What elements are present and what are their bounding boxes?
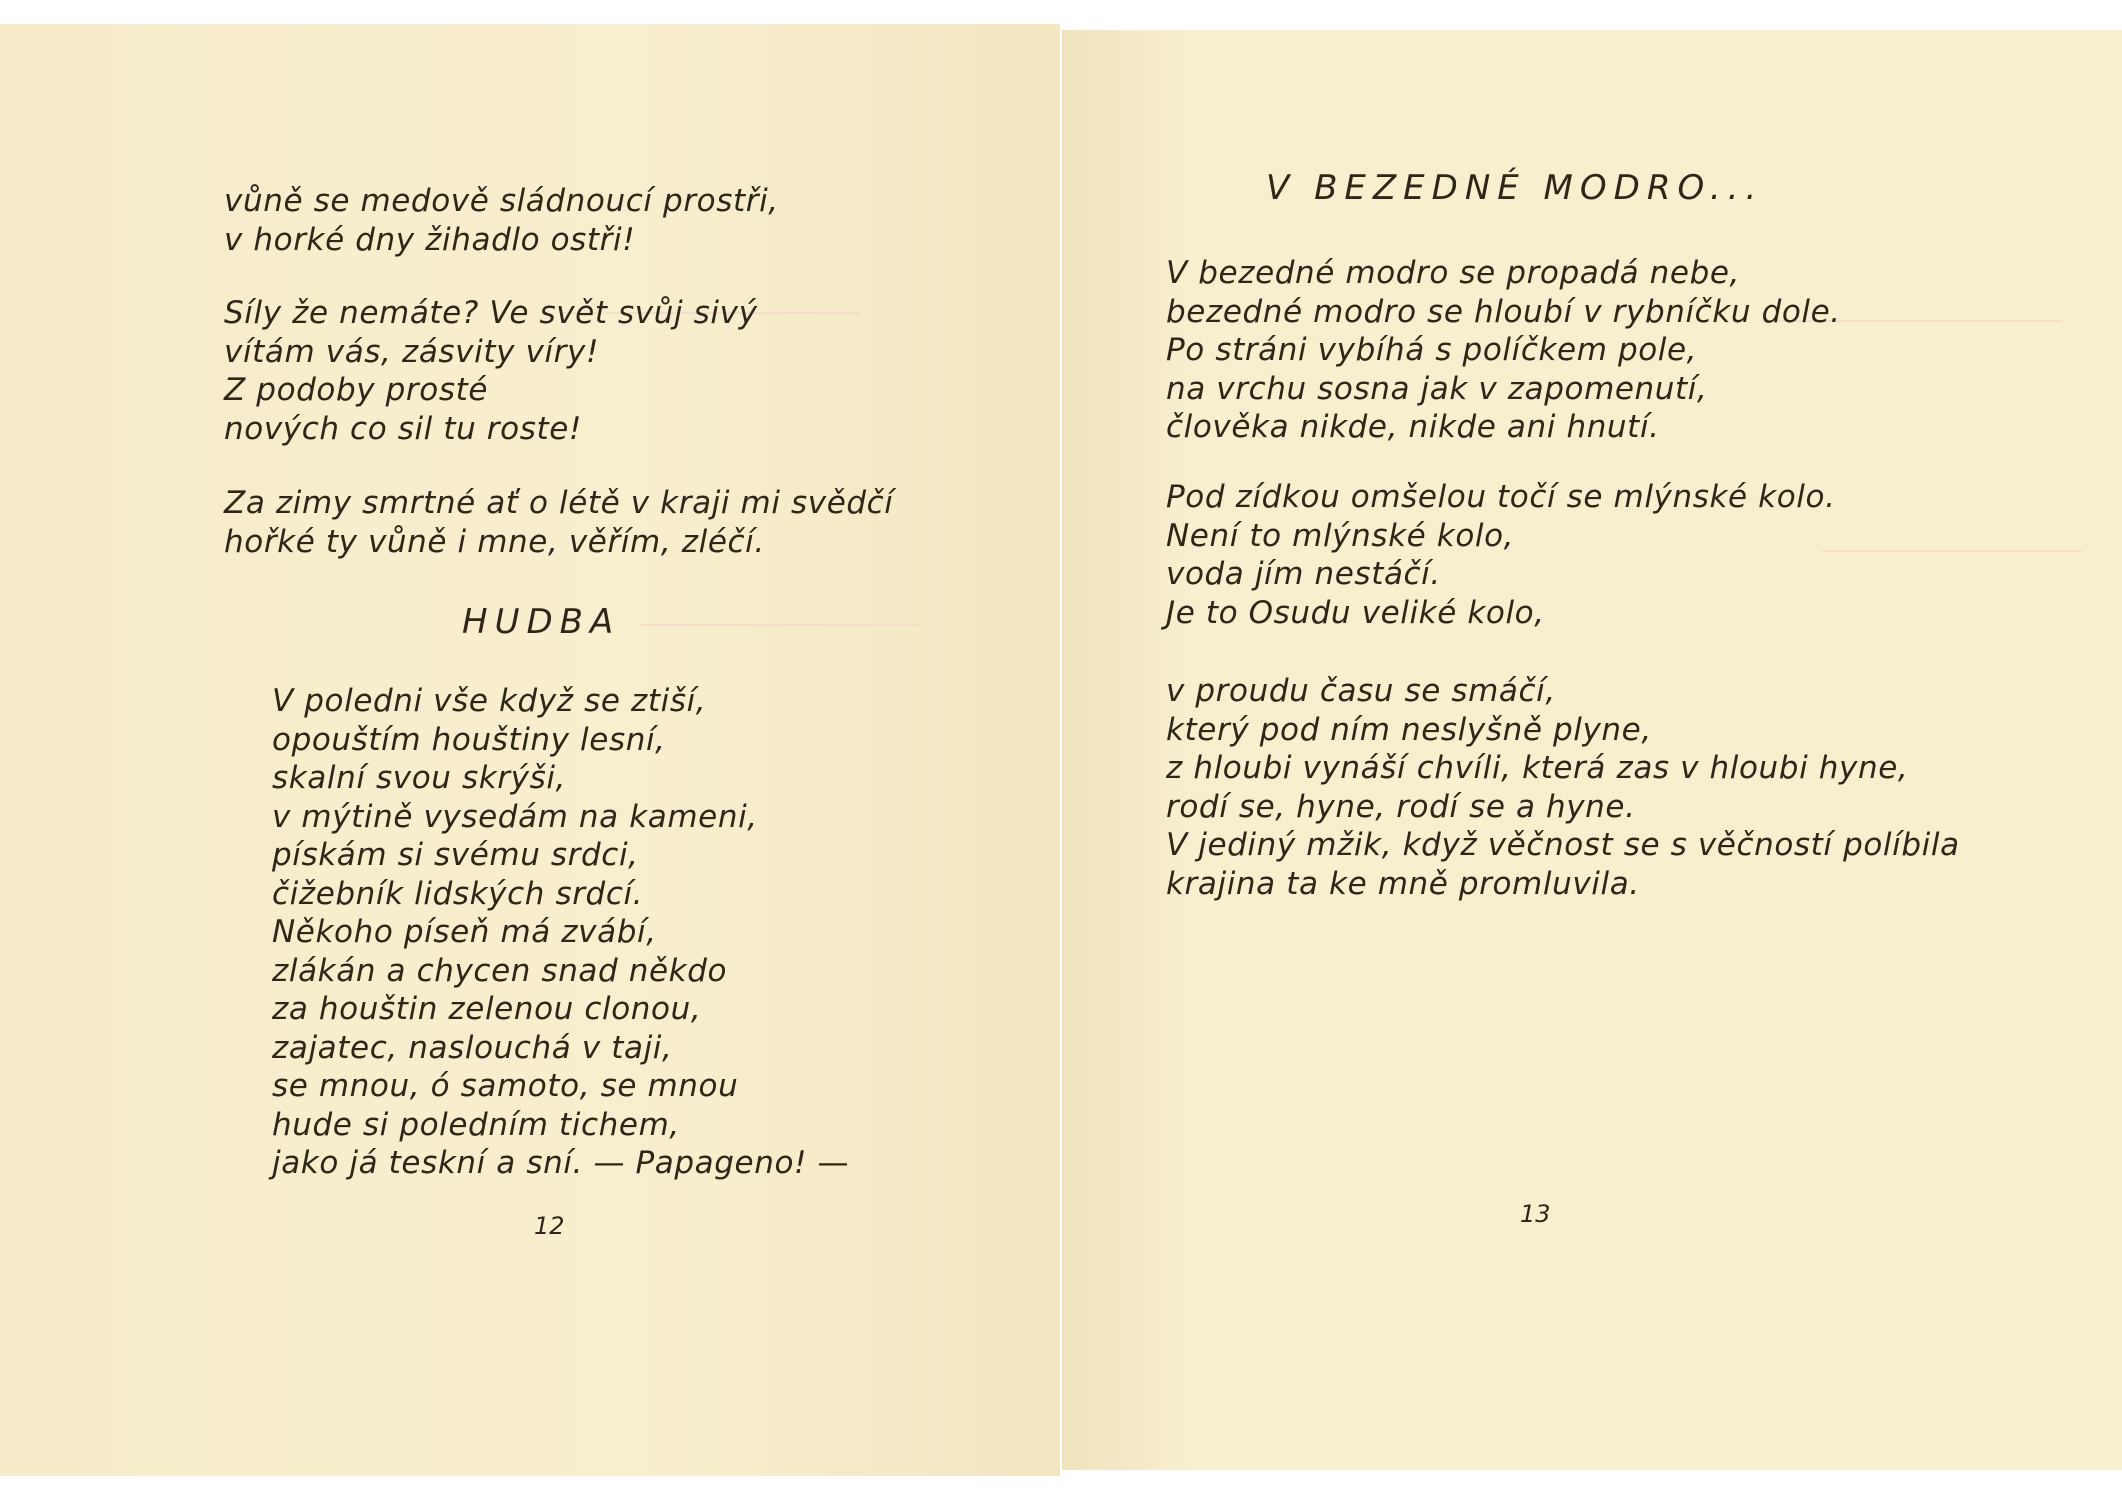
verse-line: Za zimy smrtné ať o létě v kraji mi svědčí	[224, 485, 894, 521]
verse-line: rodí se, hyne, rodí se a hyne.	[1166, 788, 1636, 825]
verse-line: V jediný mžik, když věčnost se s věčností políbila	[1166, 827, 1960, 863]
right-page	[1062, 30, 2122, 1470]
verse-line: zajatec, naslouchá v taji,	[272, 1029, 673, 1066]
verse-line: Není to mlýnské kolo,	[1166, 517, 1515, 554]
verse-line: Po stráni vybíhá s políčkem pole,	[1166, 332, 1698, 368]
verse-line: Síly že nemáte? Ve svět svůj sivý	[224, 295, 758, 331]
stanza	[1166, 478, 1836, 632]
verse-line: Pod zídkou omšelou točí se mlýnské kolo.	[1166, 479, 1836, 515]
verse-line: čižebník lidských srdcí.	[272, 875, 644, 912]
verse-line: v mýtině vysedám na kameni,	[272, 798, 758, 835]
verse-line: který pod ním neslyšně plyne,	[1166, 711, 1652, 748]
verse-line: vůně se medově sládnoucí prostři,	[224, 183, 779, 219]
poem-body	[272, 682, 849, 1183]
verse-line: nových co sil tu roste!	[224, 410, 582, 447]
verse-line: v proudu času se smáčí,	[1166, 673, 1556, 709]
verse-line: z hloubi vynáší chvíli, která zas v hloubi hyne,	[1166, 750, 1909, 786]
poem-title: HUDBA	[462, 602, 621, 642]
stanza	[224, 182, 779, 259]
verse-line: Někoho píseň má zvábí,	[272, 914, 657, 950]
page-number: 13	[1520, 1200, 1551, 1228]
verse-line: krajina ta ke mně promluvila.	[1166, 865, 1640, 902]
verse-line: se mnou, ó samoto, se mnou	[272, 1068, 739, 1104]
verse-line: skalní svou skrýši,	[272, 760, 567, 796]
verse-line: V bezedné modro se propadá nebe,	[1166, 255, 1741, 291]
stanza	[224, 294, 758, 448]
verse-line: v horké dny žihadlo ostři!	[224, 221, 636, 258]
verse-line: bezedné modro se hloubí v rybníčku dole.	[1166, 293, 1841, 330]
verse-line: V poledni vše když se ztiší,	[272, 683, 707, 719]
verse-line: vítám vás, zásvity víry!	[224, 333, 599, 370]
verse-line: pískám si svému srdci,	[272, 837, 639, 873]
verse-line: hořké ty vůně i mne, věřím, zléčí.	[224, 523, 765, 560]
verse-line: člověka nikde, nikde ani hnutí.	[1166, 409, 1660, 445]
verse-line: na vrchu sosna jak v zapomenutí,	[1166, 370, 1708, 407]
verse-line: jako já teskní a sní. — Papageno! —	[272, 1145, 850, 1181]
verse-line: opouštím houštiny lesní,	[272, 721, 666, 758]
verse-line: Z podoby prosté	[224, 372, 489, 408]
stanza	[224, 484, 894, 561]
verse-line: hude si poledním tichem,	[272, 1106, 680, 1143]
verse-line: voda jím nestáčí.	[1166, 556, 1441, 592]
stanza	[1166, 672, 1960, 903]
verse-line: zlákán a chycen snad někdo	[272, 952, 728, 989]
verse-line: Je to Osudu veliké kolo,	[1166, 594, 1545, 631]
verse-line: za houštin zelenou clonou,	[272, 991, 702, 1027]
stanza	[1166, 254, 1841, 447]
page-number: 12	[534, 1212, 565, 1240]
poem-title: V BEZEDNÉ MODRO...	[1266, 168, 1764, 208]
left-page	[0, 24, 1060, 1476]
